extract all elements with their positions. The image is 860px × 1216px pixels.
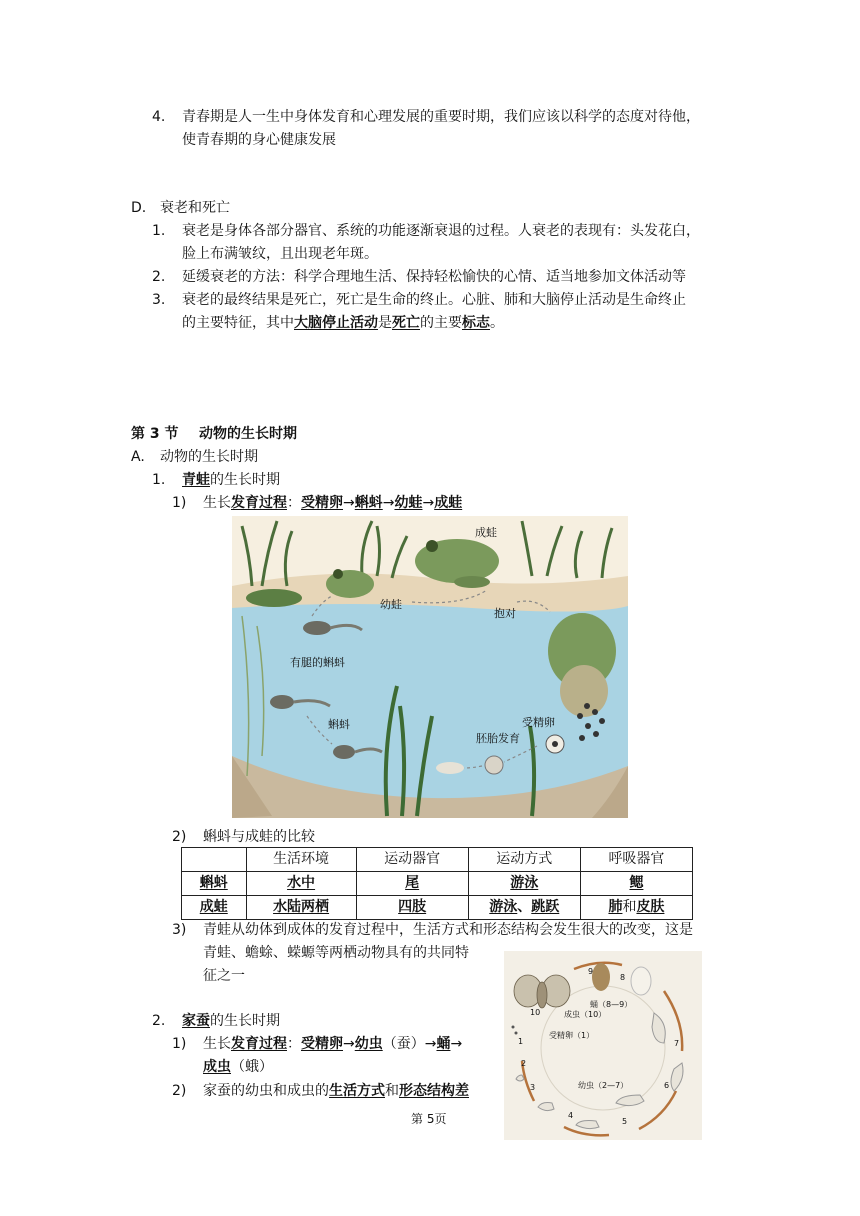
text-run: 。 (490, 315, 504, 331)
cell-text: 成蛙 (199, 899, 228, 915)
cycle-number: 4 (568, 1111, 574, 1120)
text-run: 的生长时期 (210, 472, 280, 488)
section-heading: 衰老和死亡 (160, 200, 230, 216)
cycle-number: 1 (518, 1037, 524, 1046)
table-row (182, 896, 693, 920)
arrow: → (382, 495, 395, 511)
table-header-cell: 运动方式 (468, 848, 580, 872)
comparison-table (181, 847, 693, 920)
sub-number: 3) (172, 922, 187, 938)
arrow: → (422, 495, 435, 511)
text-run: （蛾） (231, 1059, 273, 1075)
table-row (182, 872, 693, 896)
diagram-label: 幼虫（2—7） (578, 1081, 629, 1090)
diagram-label: 受精卵 (522, 716, 555, 729)
cell-text: 跳跃 (531, 899, 560, 915)
silkworm-lifecycle-illustration (504, 951, 702, 1140)
paragraph-line (182, 312, 504, 335)
frog-heading (182, 469, 280, 492)
table-cell (182, 872, 247, 896)
section-letter: D. (131, 200, 147, 216)
sub-number: 1) (172, 1036, 187, 1052)
section-letter: A. (131, 449, 145, 465)
stage-adult-frog: 成蛙 (434, 495, 463, 511)
text-run: 家蚕的幼虫和成虫的 (203, 1083, 329, 1099)
cycle-number: 5 (622, 1117, 628, 1126)
diagram-label: 受精卵（1） (549, 1031, 595, 1040)
key-term: 大脑停止活动 (294, 315, 378, 331)
paragraph-line: 青蛙、蟾蜍、蝾螈等两栖动物具有的共同特 (203, 945, 469, 961)
cycle-number: 2 (521, 1059, 527, 1068)
text-run: 生长 (203, 1036, 231, 1052)
table-cell (580, 896, 692, 920)
table-header-cell (182, 848, 247, 872)
frog-lifecycle-illustration (232, 516, 628, 818)
text-run: 和 (385, 1083, 399, 1099)
stage-egg: 受精卵 (301, 1036, 343, 1052)
list-number: 2. (152, 269, 166, 285)
paragraph-line: 延缓衰老的方法：科学合理地生活、保持轻松愉快的心情、适当地参加文体活动等 (182, 269, 686, 285)
key-term: 生活方式 (329, 1083, 385, 1099)
arrow: → (343, 1036, 355, 1052)
cell-text: 皮肤 (636, 899, 665, 915)
key-term: 死亡 (392, 315, 420, 331)
text-run: 的生长时期 (210, 1013, 280, 1029)
stage-young-frog: 幼蛙 (394, 495, 423, 511)
stage-adult: 成虫 (203, 1059, 231, 1075)
stage-tadpole: 蝌蚪 (354, 495, 383, 511)
text-run: ： (287, 1036, 301, 1052)
table-header-cell: 生活环境 (246, 848, 356, 872)
cell-text: 肺 (608, 899, 623, 915)
diagram-label: 蝌蚪 (328, 718, 350, 731)
table-cell (580, 872, 692, 896)
list-number: 1. (152, 223, 166, 239)
cycle-number: 9 (588, 967, 594, 976)
paragraph-line: 蝌蚪与成蛙的比较 (203, 829, 315, 845)
stage-egg: 受精卵 (301, 495, 343, 511)
paragraph-line: 使青春期的身心健康发展 (182, 132, 336, 148)
text-run: 是 (378, 315, 392, 331)
arrow: → (343, 495, 355, 511)
table-cell (356, 872, 468, 896)
cell-text: 四肢 (398, 899, 427, 915)
sub-number: 2) (172, 1083, 187, 1099)
list-number: 4. (152, 109, 166, 125)
cell-text: 尾 (405, 875, 420, 891)
table-cell (356, 896, 468, 920)
text-run: 生长 (203, 495, 231, 511)
table-cell (182, 896, 247, 920)
silkworm-heading (182, 1010, 280, 1033)
key-term: 形态结构差 (399, 1083, 469, 1099)
diagram-label: 幼蛙 (380, 598, 402, 611)
cycle-number: 8 (620, 973, 626, 982)
chapter-number: 第 3 节 (131, 426, 179, 442)
cycle-number: 7 (674, 1039, 680, 1048)
cell-text: 、 (517, 899, 532, 915)
key-term: 发育过程 (231, 495, 287, 511)
list-number: 2. (152, 1013, 166, 1029)
list-number: 1. (152, 472, 166, 488)
cell-text: 鳃 (629, 875, 644, 891)
silkworm-process-cont (203, 1056, 273, 1079)
stage-larva: 幼虫 (354, 1036, 383, 1052)
table-cell (246, 872, 356, 896)
diagram-label: 有腿的蝌蚪 (290, 656, 345, 669)
sub-number: 1) (172, 495, 187, 511)
cell-text: 游泳 (510, 875, 539, 891)
cycle-number: 10 (530, 1008, 541, 1017)
cell-text: 水陆两栖 (273, 899, 330, 915)
cell-text: 游泳 (489, 899, 518, 915)
table-header-cell: 呼吸器官 (580, 848, 692, 872)
cycle-number: 6 (664, 1081, 670, 1090)
table-cell (246, 896, 356, 920)
diagram-label: 成蛙 (475, 526, 497, 539)
sub-number: 2) (172, 829, 187, 845)
paragraph-line: 衰老是身体各部分器官、系统的功能逐渐衰退的过程。人衰老的表现有：头发花白， (182, 223, 700, 239)
stage-pupa: 蛹 (436, 1036, 451, 1052)
arrow: → (450, 1036, 463, 1052)
text-run: 的主要特征，其中 (182, 315, 294, 331)
cell-text: 水中 (287, 875, 316, 891)
chapter-title: 动物的生长时期 (199, 426, 297, 442)
diagram-label: 抱对 (494, 607, 516, 620)
silkworm-process (203, 1033, 503, 1056)
table-cell (468, 896, 580, 920)
arrow: → (424, 1036, 437, 1052)
page-number: 第 5页 (411, 1112, 447, 1126)
section-heading: 动物的生长时期 (160, 449, 258, 465)
table-header-cell: 运动器官 (356, 848, 468, 872)
table-cell (468, 872, 580, 896)
paragraph-line: 青蛙从幼体到成体的发育过程中，生活方式和形态结构会发生很大的改变，这是 (203, 922, 693, 938)
key-term: 标志 (462, 315, 490, 331)
cell-text: 蝌蚪 (199, 875, 228, 891)
frog-process (203, 492, 462, 515)
paragraph-line: 征之一 (203, 968, 245, 984)
cycle-number: 3 (530, 1083, 536, 1092)
list-number: 3. (152, 292, 166, 308)
paragraph-line: 脸上布满皱纹，且出现老年斑。 (182, 246, 378, 262)
key-term: 青蛙 (182, 472, 210, 488)
diagram-label: 胚胎发育 (476, 732, 520, 745)
paragraph-line: 青春期是人一生中身体发育和心理发展的重要时期，我们应该以科学的态度对待他， (182, 109, 700, 125)
text-run: 的主要 (420, 315, 462, 331)
key-term: 发育过程 (231, 1036, 287, 1052)
paragraph-line (203, 1080, 469, 1103)
table-header-row (182, 848, 693, 872)
paragraph-line: 衰老的最终结果是死亡，死亡是生命的终止。心脏、肺和大脑停止活动是生命终止 (182, 292, 686, 308)
text-run: ： (287, 495, 301, 511)
diagram-label: 成虫（10） (564, 1010, 607, 1019)
cell-text: 和 (622, 899, 637, 915)
text-run: （蚕） (382, 1036, 425, 1052)
silkworm-lifecycle-svg (504, 951, 702, 1140)
diagram-label: 蛹（8—9） (590, 1000, 633, 1009)
key-term: 家蚕 (182, 1013, 210, 1029)
